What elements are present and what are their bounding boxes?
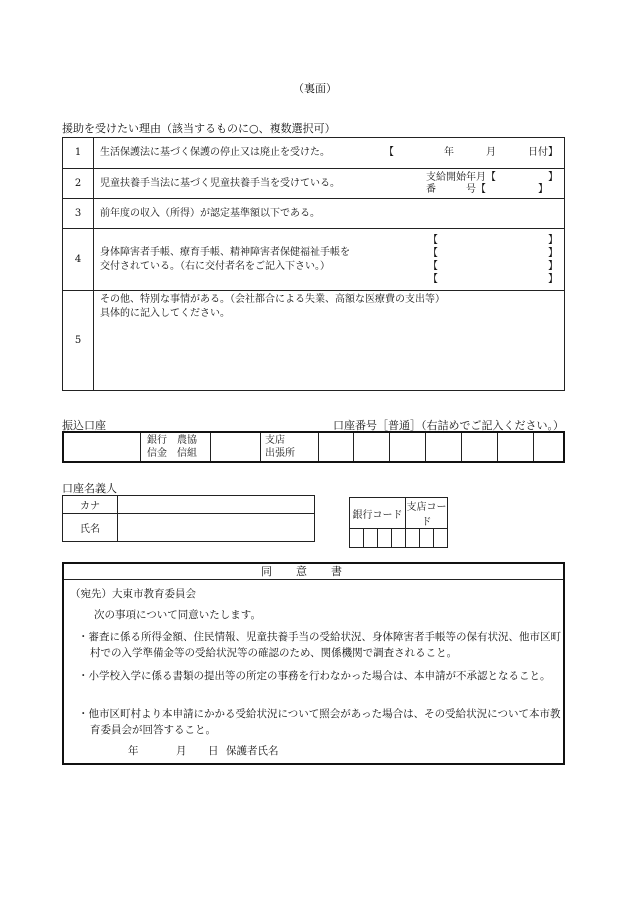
reason-row-5 xyxy=(63,291,565,391)
bank-code-digit[interactable] xyxy=(378,529,392,548)
reason-row-1 xyxy=(63,138,565,169)
branch-code-digit[interactable] xyxy=(434,529,448,548)
reason-text-line2: 具体的に記入してください。 xyxy=(100,308,230,319)
holder-label: 口座名義人 xyxy=(62,482,117,495)
cert-number-label: 番 号【 xyxy=(426,183,486,195)
account-digit-2[interactable] xyxy=(353,433,390,461)
start-date-field[interactable] xyxy=(496,172,548,184)
account-digit-1[interactable] xyxy=(318,433,354,461)
branch-code-label: 支店コード xyxy=(406,498,448,529)
reason-row-2: 2 児童扶養手当法に基づく児童扶養手当を受けている。 支給開始年月【 】 番 号【 】 xyxy=(63,169,565,199)
account-digit-4[interactable] xyxy=(425,433,462,461)
branch-type-line2: 出張所 xyxy=(265,448,295,459)
other-reason-field[interactable] xyxy=(94,291,565,391)
reason-text: 前年度の収入（所得）が認定基準額以下である。 xyxy=(94,199,565,229)
cert-number-field[interactable] xyxy=(486,184,538,196)
account-digit-3[interactable] xyxy=(389,433,426,461)
reason-number: 4 xyxy=(63,229,94,291)
account-label: 振込口座 xyxy=(62,419,106,432)
branch-name-field[interactable] xyxy=(210,433,261,461)
account-digit-6[interactable] xyxy=(497,433,534,461)
consent-box xyxy=(62,562,565,765)
bank-type-line1: 銀行 農協 xyxy=(147,435,197,446)
date-year-field[interactable]: 年 xyxy=(444,147,454,158)
bank-code-label: 銀行コード xyxy=(350,498,406,529)
bank-code-digit[interactable] xyxy=(392,529,406,548)
reason-text-line1: 身体障害者手帳、療育手帳、精神障害者保健福祉手帳を xyxy=(100,246,350,258)
date-bracket-open: 【 xyxy=(384,147,394,158)
name-label: 氏名 xyxy=(63,514,118,542)
kana-label: カナ xyxy=(63,496,118,514)
consent-month[interactable]: 月 xyxy=(176,745,187,757)
page-title: （裏面） xyxy=(293,82,337,95)
reasons-heading: 援助を受けたい理由（該当するものに○、複数選択可） xyxy=(62,122,336,135)
kana-field[interactable] xyxy=(118,496,315,514)
name-field[interactable] xyxy=(118,514,315,542)
consent-addressee: （宛先）大東市教育委員会 xyxy=(70,588,196,600)
reason-number: 1 xyxy=(63,138,94,169)
account-number-label: 口座番号［普通］（右詰めでご記入ください。） xyxy=(333,419,564,432)
consent-bullet-3: ・他市区町村より本申請にかかる受給状況について照会があった場合は、その受給状況について本市教育委員会が回答すること。 xyxy=(78,708,561,736)
reason-number: 5 xyxy=(63,291,94,391)
date-day-field[interactable]: 日付】 xyxy=(528,147,558,158)
consent-bullet-1: ・審査に係る所得金額、住民情報、児童扶養手当の受給状況、身体障害者手帳等の保有状況、他市区町村での入学準備金等の受給状況等の確認のため、関係機関で調査されること。 xyxy=(78,631,561,659)
bank-code-digit[interactable] xyxy=(364,529,378,548)
bank-name-field[interactable] xyxy=(64,433,140,461)
reason-text: 生活保護法に基づく保護の停止又は廃止を受けた。 xyxy=(100,147,330,158)
holder-table xyxy=(62,495,315,542)
bank-account-box xyxy=(62,431,565,463)
account-digit-7[interactable] xyxy=(533,433,564,461)
consent-title: 同意書 xyxy=(64,564,563,580)
account-digit-5[interactable] xyxy=(461,433,498,461)
reason-text-line2: 交付されている。（右に交付者名をご記入下さい。） xyxy=(100,260,330,272)
consent-year[interactable]: 年 xyxy=(128,745,139,757)
start-date-label: 支給開始年月【 xyxy=(426,171,496,183)
bank-type-line2: 信金 信組 xyxy=(147,448,197,459)
branch-code-digit[interactable] xyxy=(406,529,420,548)
reason-text-line1: その他、特別な事情がある。（会社都合による失業、高額な医療費の支出等） xyxy=(100,294,445,305)
bank-code-digit[interactable] xyxy=(350,529,364,548)
consent-bullet-2: ・小学校入学に係る書類の提出等の所定の事務を行わなかった場合は、本申請が不承認となること。 xyxy=(78,670,551,682)
branch-type-line1: 支店 xyxy=(265,435,285,446)
reason-number: 2 xyxy=(63,169,94,199)
consent-date-line xyxy=(128,743,279,758)
guardian-name-label: 保護者氏名 xyxy=(226,745,279,757)
code-table xyxy=(349,497,448,548)
consent-intro: 次の事項について同意いたします。 xyxy=(94,609,261,621)
reason-row-4 xyxy=(63,229,565,291)
reason-text: 児童扶養手当法に基づく児童扶養手当を受けている。 xyxy=(100,177,340,189)
consent-day[interactable]: 日 xyxy=(208,745,219,757)
branch-code-digit[interactable] xyxy=(420,529,434,548)
date-month-field[interactable]: 月 xyxy=(486,147,496,158)
reasons-table xyxy=(62,137,565,391)
holder-name-brackets[interactable]: 【 】 【 】 【 】 【 】 xyxy=(428,234,558,285)
reason-row-3 xyxy=(63,199,565,229)
reason-number: 3 xyxy=(63,199,94,229)
